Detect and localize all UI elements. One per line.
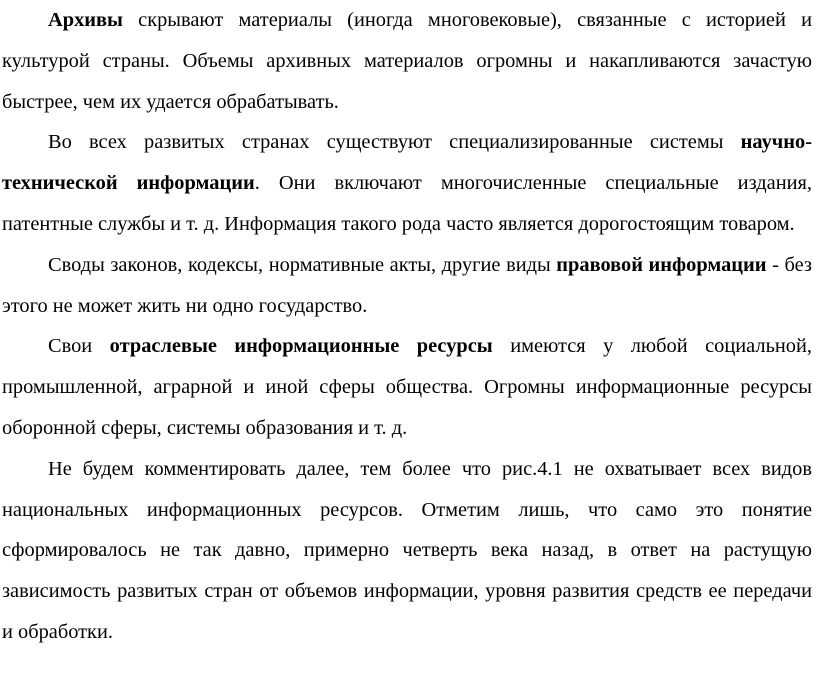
term-industry-information-resources: отраслевые информационные ресурсы	[109, 335, 493, 358]
paragraph-text: Не будем комментировать далее, тем более что рис.4.1 не охватывает всех видов национальных информационных ресурсов. Отметим лишь, что само это понятие сформировалось не так давно, примерно четверть века назад, в ответ на растущую зависимость развитых стран от объемов информации, уровня развития средств ее передачи и обработки.	[2, 457, 812, 643]
paragraph-text: имеются у любой социальной, промышленной, аграрной и иной сферы общества. Огромны информационные ресурсы оборонной сферы, системы образования и т. д.	[2, 335, 813, 439]
paragraph-archives	[2, 0, 812, 122]
term-archives: Архивы	[48, 9, 123, 31]
paragraph-text: . Они включают многочисленные специальные издания, патентные службы и т. д. Информация такого рода часто является дорогостоящим товаром.	[2, 172, 813, 235]
paragraph-conclusion	[2, 449, 812, 653]
paragraph-text: - без этого не может жить ни одно государство.	[2, 253, 812, 317]
term-legal-information: правовой информации	[556, 253, 767, 276]
paragraph-legal-info	[2, 245, 812, 327]
paragraph-text: Во всех развитых странах существуют специализированные системы	[48, 131, 741, 154]
term-scientific-technical-information: научно-технической информации	[2, 131, 812, 195]
paragraph-industry-resources	[2, 326, 812, 448]
paragraph-text: скрывают материалы (иногда многовековые), связанные с историей и культурой страны. Объемы архивных материалов огромны и накапливаются зачастую быстрее, чем их удается обрабатывать.	[2, 9, 812, 113]
paragraph-text: Свои	[48, 335, 110, 358]
paragraph-scientific-info	[2, 122, 812, 244]
paragraph-text: Своды законов, кодексы, нормативные акты, другие виды	[48, 253, 557, 276]
